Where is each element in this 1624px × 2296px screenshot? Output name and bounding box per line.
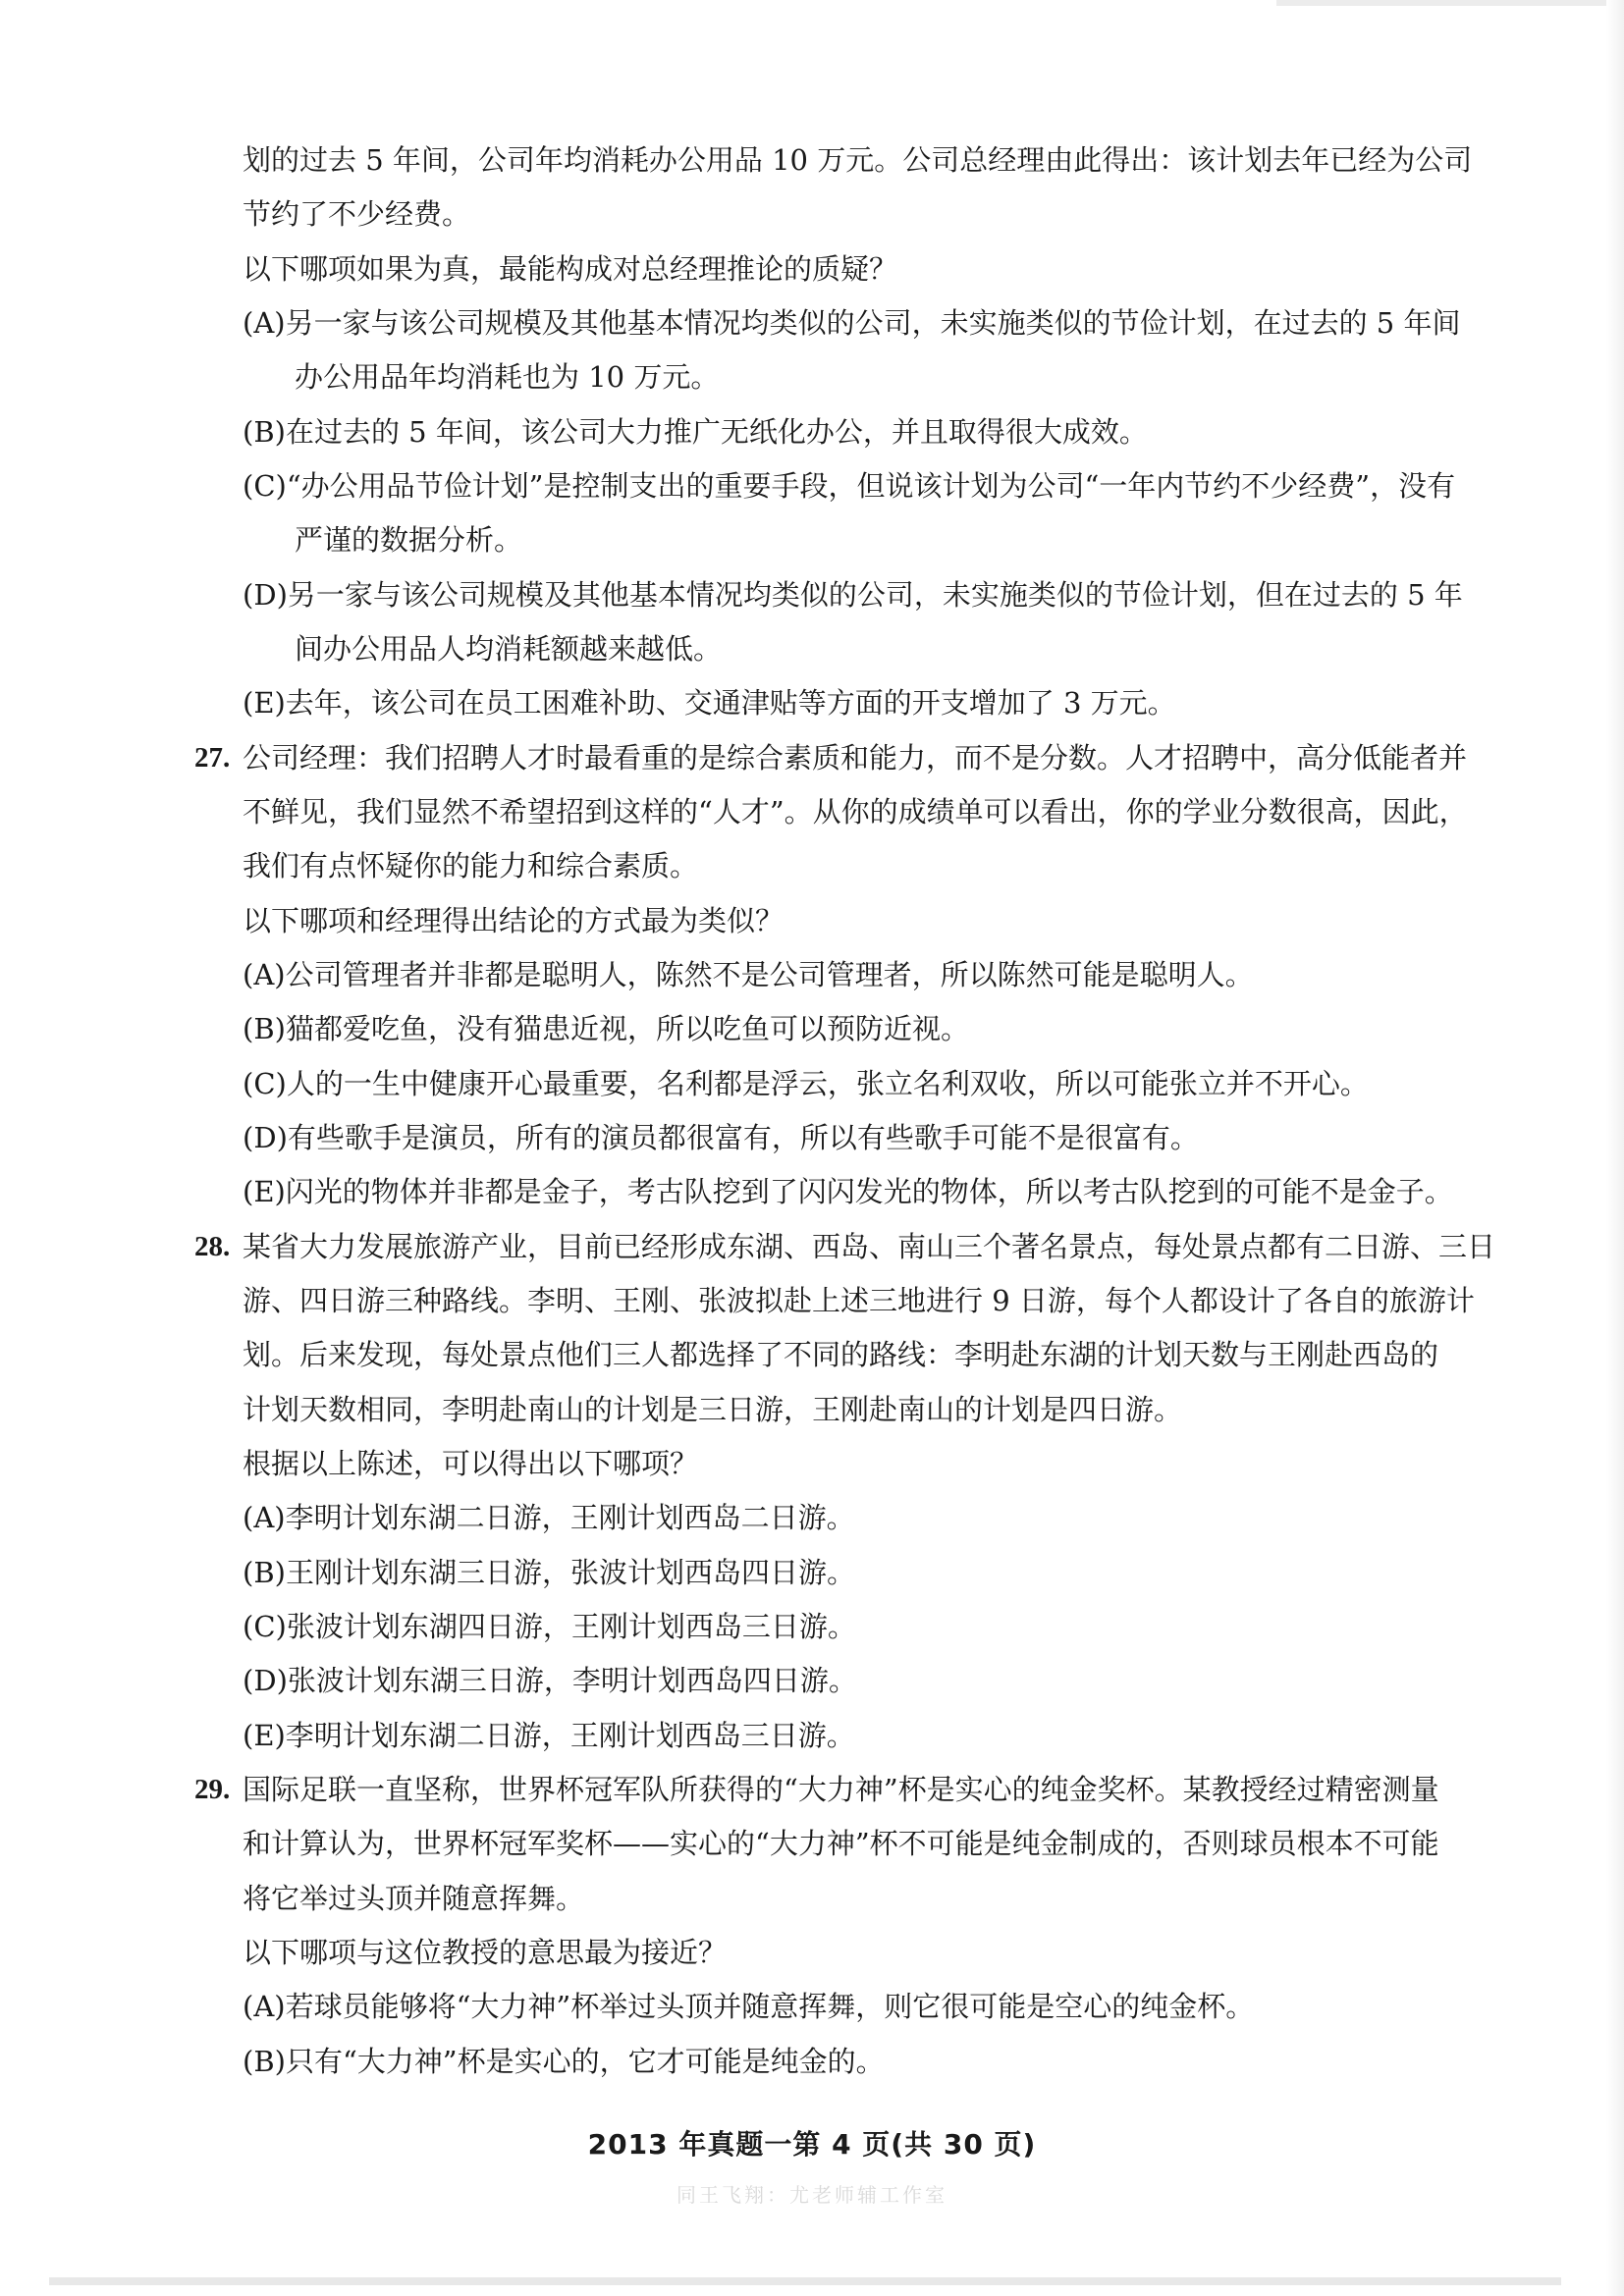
q29-option-a: (A)若球员能够将“大力神”杯举过头顶并随意挥舞，则它很可能是空心的纯金杯。 (243, 1990, 1255, 2023)
q29-prompt: 以下哪项与这位教授的意思最为接近？ (243, 1936, 728, 1969)
q28-option-c: (C)张波计划东湖四日游，王刚计划西岛三日游。 (243, 1610, 856, 1643)
q27-prompt: 以下哪项和经理得出结论的方式最为类似？ (243, 904, 785, 937)
q27-option-e: (E)闪光的物体并非都是金子，考古队挖到了闪闪发光的物体，所以考古队挖到的可能不是金子。 (243, 1175, 1453, 1208)
q27-stem-line-2: 不鲜见，我们显然不希望招到这样的“人才”。从你的成绩单可以看出，你的学业分数很高，因此， (243, 795, 1468, 828)
q29-stem-line-1: 国际足联一直坚称，世界杯冠军队所获得的“大力神”杯是实心的纯金奖杯。某教授经过精密测量 (243, 1773, 1439, 1806)
watermark: 同王飞翔：尤老师辅工作室 (677, 2183, 947, 2207)
q26-option-a-cont: 办公用品年均消耗也为 10 万元。 (295, 360, 720, 394)
q27-stem-line-1: 公司经理：我们招聘人才时最看重的是综合素质和能力，而不是分数。人才招聘中，高分低能者并 (243, 741, 1468, 774)
q27-option-a: (A)公司管理者并非都是聪明人，陈然不是公司管理者，所以陈然可能是聪明人。 (243, 958, 1254, 991)
q28-option-d: (D)张波计划东湖三日游，李明计划西岛四日游。 (243, 1664, 857, 1697)
q26-option-b: (B)在过去的 5 年间，该公司大力推广无纸化办公，并且取得很大成效。 (243, 415, 1148, 449)
q28-prompt: 根据以上陈述，可以得出以下哪项？ (243, 1447, 699, 1480)
q29-stem-line-2: 和计算认为，世界杯冠军奖杯——实心的“大力神”杯不可能是纯金制成的，否则球员根本不可能 (243, 1827, 1439, 1860)
q26-option-c-cont: 严谨的数据分析。 (295, 523, 523, 557)
q28-number: 28. (194, 1231, 231, 1262)
q27-option-d: (D)有些歌手是演员，所有的演员都很富有，所以有些歌手可能不是很富有。 (243, 1121, 1199, 1154)
q26-option-a: (A)另一家与该公司规模及其他基本情况均类似的公司，未实施类似的节俭计划，在过去的 5 年间 (243, 306, 1461, 340)
q26-prompt: 以下哪项如果为真，最能构成对总经理推论的质疑？ (243, 252, 898, 286)
q27-stem-line-3: 我们有点怀疑你的能力和综合素质。 (243, 849, 699, 882)
q26-option-d: (D)另一家与该公司规模及其他基本情况均类似的公司，未实施类似的节俭计划，但在过去的 5 年 (243, 578, 1463, 612)
q29-stem-line-3: 将它举过头顶并随意挥舞。 (243, 1882, 585, 1915)
scan-edge-top (1276, 0, 1624, 6)
q27-number: 27. (194, 742, 231, 774)
q27-option-c: (C)人的一生中健康开心最重要，名利都是浮云，张立名利双收，所以可能张立并不开心。 (243, 1067, 1369, 1100)
q28-option-a: (A)李明计划东湖二日游，王刚计划西岛二日游。 (243, 1501, 855, 1534)
q28-option-b: (B)王刚计划东湖三日游，张波计划西岛四日游。 (243, 1556, 855, 1589)
page-footer: 2013 年真题一第 4 页(共 30 页) (587, 2128, 1037, 2161)
q26-stem-line-1: 划的过去 5 年间，公司年均消耗办公用品 10 万元。公司总经理由此得出：该计划去年已经为公司 (243, 143, 1473, 177)
q28-option-e: (E)李明计划东湖二日游，王刚计划西岛三日游。 (243, 1719, 855, 1752)
q26-option-e: (E)去年，该公司在员工困难补助、交通津贴等方面的开支增加了 3 万元。 (243, 686, 1176, 720)
q28-stem-line-1: 某省大力发展旅游产业，目前已经形成东湖、西岛、南山三个著名景点，每处景点都有二日游、三日 (243, 1230, 1496, 1263)
scan-edge-right (1606, 0, 1624, 2296)
q26-option-c: (C)“办公用品节俭计划”是控制支出的重要手段，但说该计划为公司“一年内节约不少经费”，没有 (243, 469, 1456, 503)
q28-stem-line-4: 计划天数相同，李明赴南山的计划是三日游，王刚赴南山的计划是四日游。 (243, 1393, 1183, 1426)
q27-option-b: (B)猫都爱吃鱼，没有猫患近视，所以吃鱼可以预防近视。 (243, 1012, 969, 1045)
q28-stem-line-2: 游、四日游三种路线。李明、王刚、张波拟赴上述三地进行 9 日游，每个人都设计了各自的旅游计 (243, 1284, 1475, 1317)
q28-stem-line-3: 划。后来发现，每处景点他们三人都选择了不同的路线：李明赴东湖的计划天数与王刚赴西岛的 (243, 1338, 1439, 1371)
q26-option-d-cont: 间办公用品人均消耗额越来越低。 (295, 632, 723, 666)
q26-stem-line-2: 节约了不少经费。 (243, 197, 471, 231)
q29-number: 29. (194, 1774, 231, 1805)
q29-option-b: (B)只有“大力神”杯是实心的，它才可能是纯金的。 (243, 2045, 885, 2078)
scan-edge-bottom (49, 2277, 1561, 2285)
